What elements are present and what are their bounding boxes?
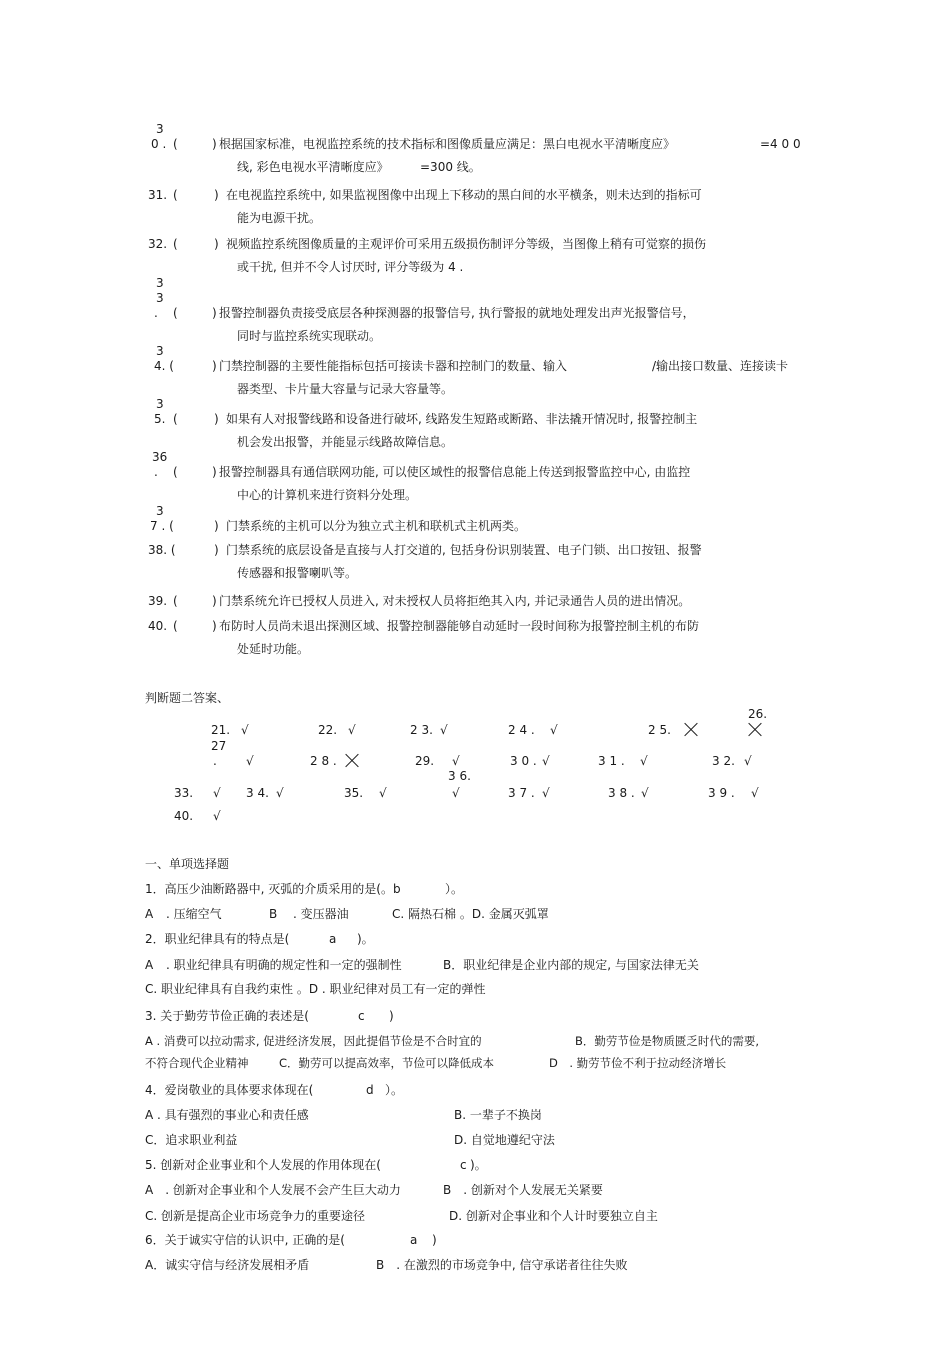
q33-text-line1: 报警控制器负责接受底层各种探测器的报警信号, 执行警报的就地处理发出声光报警信号， [219, 306, 695, 320]
mc-q1-stem: 1．高压少油断路器中, 灭弧的介质采用的是(。b [145, 882, 401, 896]
mc-q4-option-b: B. 一辈子不换岗 [454, 1108, 542, 1122]
answer-29-number: 29. [415, 754, 435, 768]
q30-number-top: 3 [156, 122, 164, 136]
q32-text-line1: 视频监控系统图像质量的主观评价可采用五级损伤制评分等级，当图像上稍有可觉察的损伤 [226, 237, 707, 251]
answer-35-number: 35. [344, 786, 364, 800]
q33-close-paren: ) [212, 306, 217, 320]
q32-open-paren: ( [173, 237, 178, 251]
answer-27-mark: √ [246, 754, 254, 768]
answer-22-number: 22. [318, 723, 338, 737]
q31-open-paren: ( [173, 188, 178, 202]
q34-text-line2: 器类型、卡片量大容量与记录大容量等。 [237, 382, 454, 396]
q34-text-line1: 门禁控制器的主要性能指标包括可接读卡器和控制门的数量、输入 [219, 359, 568, 373]
q40-close-paren: ) [212, 619, 217, 633]
q33-number-top: 3 [156, 276, 164, 290]
q32-number: 32. [148, 237, 168, 251]
answer-32-mark: √ [744, 754, 752, 768]
answer-36-number: 3 6. [448, 769, 471, 783]
q40-open-paren: ( [173, 619, 178, 633]
mc-q5-option-d: D. 创新对企事业和个人计时要独立自主 [449, 1209, 658, 1223]
answer-38-mark: √ [641, 786, 649, 800]
answer-37-number: 3 7 . [508, 786, 535, 800]
mc-q2-stem: 2．职业纪律具有的特点是( [145, 932, 290, 946]
q30-close-paren: ) [212, 137, 217, 151]
mc-q6-stem: 6．关于诚实守信的认识中, 正确的是( [145, 1233, 345, 1247]
mc-q3-option-b: B．勤劳节俭是物质匮乏时代的需要, [575, 1034, 760, 1048]
q33-text-line2: 同时与监控系统实现联动。 [237, 329, 382, 343]
q32-close-paren: ) [214, 237, 219, 251]
q34-number-top: 3 [156, 344, 164, 358]
mc-q2-answer: a [329, 932, 337, 946]
q36-open-paren: ( [173, 465, 178, 479]
answer-26-number: 26. [748, 707, 768, 721]
q33-open-paren: ( [173, 306, 178, 320]
mc-q3-end: ) [389, 1009, 394, 1023]
mc-q3-option-b-cont: 不符合现代企业精神 [145, 1056, 249, 1070]
mc-q2-option-a-letter: A [145, 958, 154, 972]
q37-close-paren: ) [214, 519, 219, 533]
answer-27-number: . [213, 754, 217, 768]
mc-q3-option-c: C．勤劳可以提高效率，节俭可以降低成本 [279, 1056, 495, 1070]
q39-number: 39. [148, 594, 168, 608]
mc-q5-answer: c [460, 1158, 467, 1172]
q30-text-tail: =4 0 0 [760, 137, 801, 151]
answers-title: 判断题二答案、 [145, 691, 230, 705]
q34-number: 4. ( [154, 359, 174, 373]
mc-q1-option-a: . 压缩空气 [166, 907, 222, 921]
q40-text-line2: 处延时功能。 [237, 642, 310, 656]
mc-q4-stem: 4．爱岗敬业的具体要求体现在( [145, 1083, 314, 1097]
mc-q1-option-b: . 变压器油 [293, 907, 349, 921]
mc-q1-option-b-letter: B [269, 907, 278, 921]
answer-35-mark: √ [379, 786, 387, 800]
mc-q6-answer: a [410, 1233, 418, 1247]
q34-text-tail: /输出接口数量、连接读卡 [652, 359, 789, 373]
mc-q4-option-d: D. 自觉地遵纪守法 [454, 1133, 555, 1147]
cross-icon [345, 754, 359, 768]
answer-30-number: 3 0 . [510, 754, 537, 768]
mc-q4-answer: d [366, 1083, 374, 1097]
answer-40-mark: √ [213, 809, 221, 823]
answer-36-mark: √ [452, 786, 460, 800]
q35-text-line1: 如果有人对报警线路和设备进行破坏, 线路发生短路或断路、非法撬开情况时, 报警控制主 [226, 412, 698, 426]
answer-33-mark: √ [213, 786, 221, 800]
q33-number-mid: 3 [156, 291, 164, 305]
answer-37-mark: √ [542, 786, 550, 800]
q37-number: 7 . ( [150, 519, 174, 533]
mc-q6-option-b: B . 在激烈的市场竞争中, 信守承诺者往往失败 [376, 1258, 628, 1272]
answer-40-number: 40. [174, 809, 194, 823]
q35-number-top: 3 [156, 397, 164, 411]
answer-34-mark: √ [276, 786, 284, 800]
answer-32-number: 3 2. [712, 754, 735, 768]
q40-number: 40. [148, 619, 168, 633]
mc-q5-option-c: C. 创新是提高企业市场竞争力的重要途径 [145, 1209, 366, 1223]
q32-text-line2: 或干扰, 但并不令人讨厌时, 评分等级为 4 . [237, 260, 464, 274]
answer-25-number: 2 5. [648, 723, 671, 737]
q38-text-line2: 传感器和报警喇叭等。 [237, 566, 358, 580]
q35-close-paren: ) [214, 412, 219, 426]
q36-number-top: 36 [152, 450, 168, 464]
mc-q5-stem: 5. 创新对企业事业和个人发展的作用体现在( [145, 1158, 381, 1172]
mc-q1-option-cd: C. 隔热石棉 。D. 金属灭弧罩 [392, 907, 549, 921]
answer-23-mark: √ [440, 723, 448, 737]
q37-number-top: 3 [156, 504, 164, 518]
answer-22-mark: √ [348, 723, 356, 737]
q31-close-paren: ) [214, 188, 219, 202]
q38-text-line1: 门禁系统的底层设备是直接与人打交道的, 包括身份识别装置、电子门锁、出口按钮、报警 [226, 543, 702, 557]
answer-31-number: 3 1 . [598, 754, 625, 768]
q30-text-line2: 线, 彩色电视水平清晰度应》 [237, 160, 389, 174]
q37-text-line1: 门禁系统的主机可以分为独立式主机和联机式主机两类。 [226, 519, 527, 533]
cross-icon [748, 723, 762, 737]
q30-number: 0 . [151, 137, 167, 151]
q38-close-paren: ) [214, 543, 219, 557]
q36-text-line1: 报警控制器具有通信联网功能, 可以使区域性的报警信息能上传送到报警监控中心, 由监控 [219, 465, 691, 479]
mc-q6-option-a: A．诚实守信与经济发展相矛盾 [145, 1258, 310, 1272]
q30-text-line1: 根据国家标准，电视监控系统的技术指标和图像质量应满足：黑白电视水平清晰度应》 [219, 137, 676, 151]
mc-q4-option-c: C．追求职业利益 [145, 1133, 238, 1147]
q31-number: 31. [148, 188, 168, 202]
answer-23-number: 2 3. [410, 723, 433, 737]
q36-close-paren: ) [212, 465, 217, 479]
q35-number: 5. [154, 412, 166, 426]
answer-21-mark: √ [241, 723, 249, 737]
answer-27-number-top: 27 [211, 739, 227, 753]
q36-text-line2: 中心的计算机来进行资料分处理。 [237, 488, 418, 502]
mc-q5-option-a: A . 创新对企事业和个人发展不会产生巨大动力 [145, 1183, 401, 1197]
q40-text-line1: 布防时人员尚未退出探测区域、报警控制器能够自动延时一段时间称为报警控制主机的布防 [219, 619, 700, 633]
answer-38-number: 3 8 . [608, 786, 635, 800]
section-title: 一、单项选择题 [145, 857, 230, 871]
answer-33-number: 33. [174, 786, 194, 800]
cross-icon [684, 723, 698, 737]
q31-text-line1: 在电视监控系统中, 如果监视图像中出现上下移动的黑白间的水平横条，则未达到的指标可 [226, 188, 702, 202]
mc-q1-option-a-letter: A [145, 907, 154, 921]
answer-29-mark: √ [452, 754, 460, 768]
mc-q1-end: ）。 [445, 882, 464, 896]
q33-number: . [154, 306, 158, 320]
mc-q5-end: )。 [470, 1158, 487, 1172]
q38-number: 38. ( [148, 543, 176, 557]
mc-q6-end: ) [432, 1233, 437, 1247]
q39-close-paren: ) [212, 594, 217, 608]
answer-34-number: 3 4. [246, 786, 269, 800]
mc-q3-option-d: D . 勤劳节俭不利于拉动经济增长 [549, 1056, 727, 1070]
q39-open-paren: ( [173, 594, 178, 608]
answer-24-number: 2 4 . [508, 723, 535, 737]
answer-30-mark: √ [542, 754, 550, 768]
q39-text-line1: 门禁系统允许已授权人员进入, 对未授权人员将拒绝其入内, 并记录通告人员的进出情况。 [219, 594, 691, 608]
q34-close-paren: ) [212, 359, 217, 373]
answer-39-number: 3 9 . [708, 786, 735, 800]
mc-q3-stem: 3. 关于勤劳节俭正确的表述是( [145, 1009, 309, 1023]
q30-text-line2-tail: =300 线。 [420, 160, 481, 174]
q35-open-paren: ( [173, 412, 178, 426]
q35-text-line2: 机会发出报警，并能显示线路故障信息。 [237, 435, 454, 449]
mc-q2-option-b: B．职业纪律是企业内部的规定, 与国家法律无关 [443, 958, 699, 972]
mc-q5-option-b: B . 创新对个人发展无关紧要 [443, 1183, 603, 1197]
mc-q2-option-cd: C. 职业纪律具有自我约束性 。D . 职业纪律对员工有一定的弹性 [145, 982, 486, 996]
q30-open-paren: ( [173, 137, 178, 151]
q36-number: . [154, 465, 158, 479]
answer-39-mark: √ [751, 786, 759, 800]
mc-q4-end: ）。 [385, 1083, 404, 1097]
q31-text-line2: 能为电源干扰。 [237, 211, 322, 225]
mc-q2-option-a: . 职业纪律具有明确的规定性和一定的强制性 [166, 958, 402, 972]
mc-q3-answer: c [358, 1009, 365, 1023]
answer-24-mark: √ [550, 723, 558, 737]
mc-q4-option-a: A . 具有强烈的事业心和责任感 [145, 1108, 309, 1122]
mc-q2-end: )。 [357, 932, 374, 946]
answer-31-mark: √ [640, 754, 648, 768]
answer-28-number: 2 8 . [310, 754, 337, 768]
answer-21-number: 21. [211, 723, 231, 737]
mc-q3-option-a: A . 消费可以拉动需求, 促进经济发展，因此提倡节俭是不合时宜的 [145, 1034, 482, 1048]
